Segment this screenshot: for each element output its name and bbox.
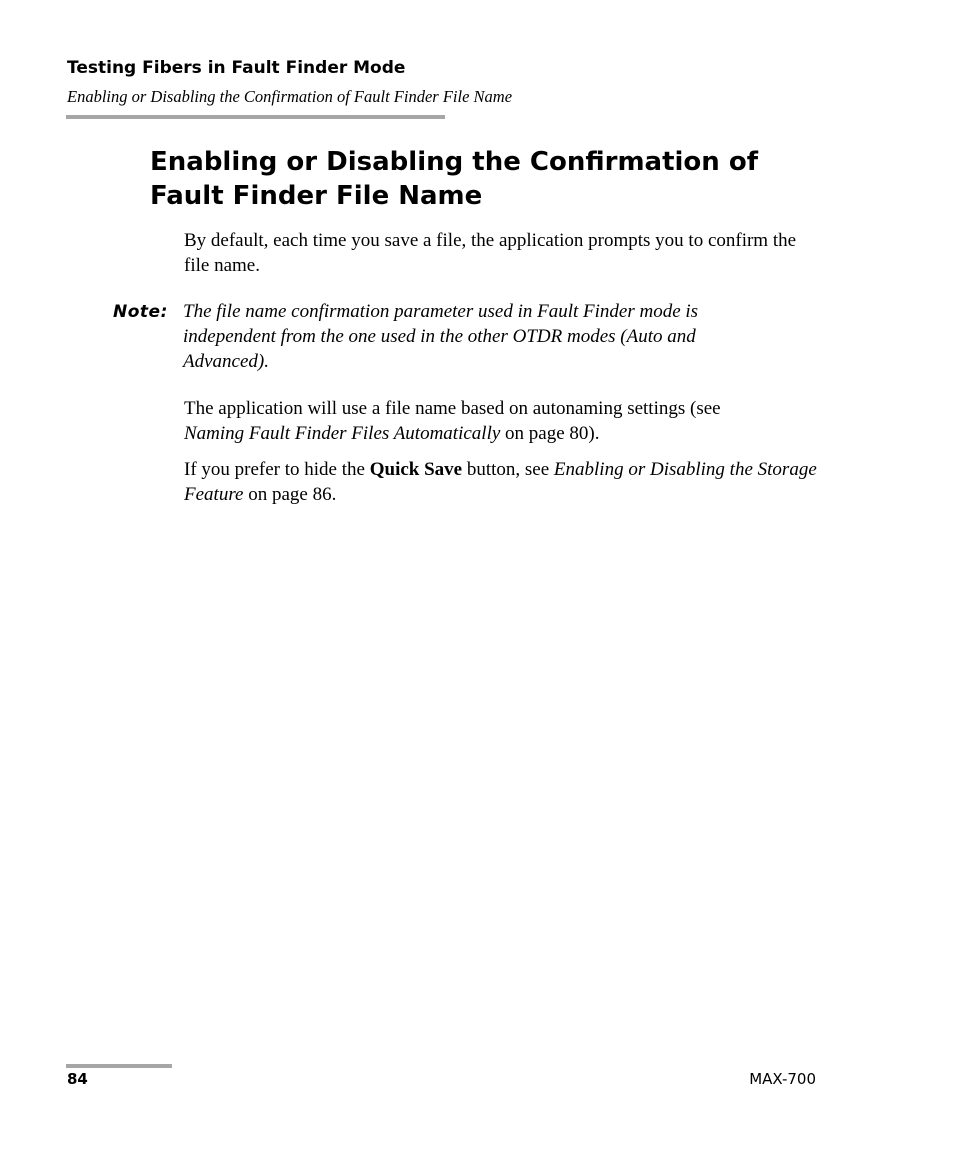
autonaming-paragraph <box>184 396 764 446</box>
note-label: Note: <box>113 302 168 322</box>
footer-divider <box>66 1064 172 1068</box>
page-title-line-1: Enabling or Disabling the Confirmation of <box>150 147 759 177</box>
note-text: The file name confirmation parameter used in Fault Finder mode is independent from the one used in the other OTDR modes (Auto and Advanced). <box>183 301 699 372</box>
autonaming-text-after: on page 80). <box>500 423 600 444</box>
quick-save-button-name: Quick Save <box>369 459 463 480</box>
running-header-chapter: Testing Fibers in Fault Finder Mode <box>67 58 406 78</box>
page-title <box>150 145 830 213</box>
quick-save-paragraph <box>184 457 824 507</box>
page-title-line-2: Fault Finder File Name <box>150 181 483 211</box>
autonaming-cross-reference[interactable]: Naming Fault Finder Files Automatically <box>184 423 501 444</box>
running-header-section: Enabling or Disabling the Confirmation of Fault Finder File Name <box>67 87 513 106</box>
page-number: 84 <box>67 1070 88 1088</box>
quick-save-text-middle: button, see <box>462 459 554 480</box>
quick-save-text-after: on page 86. <box>243 484 337 505</box>
product-name: MAX-700 <box>749 1070 816 1088</box>
header-divider <box>66 115 445 119</box>
quick-save-text-before: If you prefer to hide the <box>184 459 370 480</box>
intro-paragraph: By default, each time you save a file, the application prompts you to confirm the file name. <box>184 230 797 276</box>
autonaming-text-before: The application will use a file name based on autonaming settings (see <box>184 398 721 419</box>
storage-feature-cross-reference[interactable]: Enabling or Disabling the Storage Feature <box>184 459 817 505</box>
